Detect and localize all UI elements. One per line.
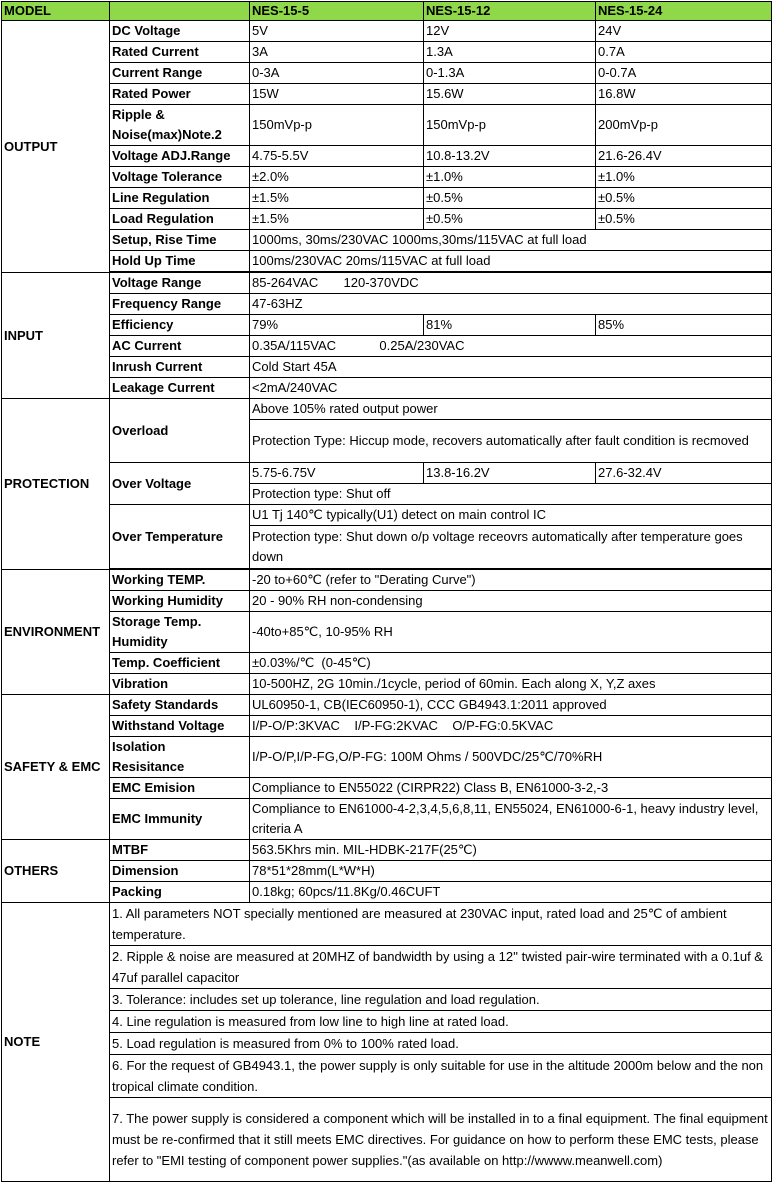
cell-value: Cold Start 45A	[250, 357, 772, 378]
cell-value: ±2.0%	[250, 167, 424, 188]
row-label: Working TEMP.	[110, 570, 250, 591]
cell-value: 0.18kg; 60pcs/11.8Kg/0.46CUFT	[250, 882, 772, 903]
table-row	[2, 378, 772, 399]
cell-value: Above 105% rated output power	[250, 399, 772, 420]
cell-value: 100ms/230VAC 20ms/115VAC at full load	[250, 251, 772, 272]
table-row	[2, 505, 772, 526]
row-label: Over Voltage	[110, 463, 250, 505]
table-row	[2, 399, 772, 420]
cell-value: 0.35A/115VAC 0.25A/230VAC	[250, 336, 772, 357]
cell-value: 85-264VAC 120-370VDC	[250, 273, 772, 294]
cell-value: I/P-O/P:3KVAC I/P-FG:2KVAC O/P-FG:0.5KVAC	[250, 716, 772, 737]
cell-value: -20 to+60℃ (refer to "Derating Curve")	[250, 570, 772, 591]
row-label: Current Range	[110, 63, 250, 84]
cell-value: 0-3A	[250, 63, 424, 84]
header-model-12: NES-15-12	[424, 2, 596, 21]
table-row	[2, 778, 772, 799]
row-label: Leakage Current	[110, 378, 250, 399]
row-label: Withstand Voltage	[110, 716, 250, 737]
table-row	[2, 612, 772, 653]
row-label: Working Humidity	[110, 591, 250, 612]
cell-value: 150mVp-p	[250, 105, 424, 146]
table-row	[2, 737, 772, 778]
row-label: Hold Up Time	[110, 251, 250, 272]
row-label: Setup, Rise Time	[110, 230, 250, 251]
label-line: Noise(max)Note.2	[112, 127, 222, 142]
category-input: INPUT	[2, 273, 110, 399]
row-label: Voltage ADJ.Range	[110, 146, 250, 167]
label-line: Ripple &	[112, 107, 165, 122]
table-row	[2, 315, 772, 336]
table-row	[2, 946, 772, 989]
cell-value: 79%	[250, 315, 424, 336]
cell-value: ±0.5%	[596, 209, 772, 230]
category-note: NOTE	[2, 903, 110, 1182]
cell-value: 3A	[250, 42, 424, 63]
cell-value: I/P-O/P,I/P-FG,O/P-FG: 100M Ohms / 500VDC/25℃/70%RH	[250, 737, 772, 778]
cell-value: Compliance to EN61000-4-2,3,4,5,6,8,11, EN55024, EN61000-6-1, heavy industry level, criteria A	[250, 799, 772, 840]
cell-value: ±0.5%	[424, 209, 596, 230]
table-row	[2, 882, 772, 903]
cell-value: 1.3A	[424, 42, 596, 63]
cell-value: 200mVp-p	[596, 105, 772, 146]
row-label	[110, 612, 250, 653]
note-item: 1. All parameters NOT specially mentioned are measured at 230VAC input, rated load and 25℃ of ambient temperature.	[110, 903, 772, 946]
cell-value: Protection Type: Hiccup mode, recovers automatically after fault condition is recmoved	[250, 420, 772, 463]
cell-value: 81%	[424, 315, 596, 336]
table-row	[2, 674, 772, 695]
row-label: Vibration	[110, 674, 250, 695]
cell-value: ±1.5%	[250, 209, 424, 230]
cell-value: Protection type: Shut down o/p voltage receovrs automatically after temperature goes down	[250, 526, 772, 569]
table-row	[2, 570, 772, 591]
row-label: Load Regulation	[110, 209, 250, 230]
row-label: Packing	[110, 882, 250, 903]
note-item: 7. The power supply is considered a component which will be installed in to a final equipment. The final equipment must be re-confirmed that it still meets EMC directives. For guidance on how to perform these EMC tests, please refer to "EMI testing of component power supplies."(as available on http://wwww.meanwell.com)	[110, 1098, 772, 1182]
cell-value: 85%	[596, 315, 772, 336]
cell-value: ±1.5%	[250, 188, 424, 209]
table-row	[2, 1098, 772, 1182]
cell-value: 10.8-13.2V	[424, 146, 596, 167]
label-line: Humidity	[112, 634, 168, 649]
note-item: 6. For the request of GB4943.1, the power supply is only suitable for use in the altitude 2000m below and the non tropical climate condition.	[110, 1055, 772, 1098]
table-row	[2, 273, 772, 294]
cell-value: -40to+85℃, 10-95% RH	[250, 612, 772, 653]
row-label: Voltage Tolerance	[110, 167, 250, 188]
cell-value: 5V	[250, 21, 424, 42]
cell-value: 150mVp-p	[424, 105, 596, 146]
category-others: OTHERS	[2, 840, 110, 903]
cell-value: ±0.03%/℃ (0-45℃)	[250, 653, 772, 674]
note-item: 5. Load regulation is measured from 0% to 100% rated load.	[110, 1033, 772, 1055]
table-row	[2, 799, 772, 840]
cell-value: ±1.0%	[596, 167, 772, 188]
cell-value: 1000ms, 30ms/230VAC 1000ms,30ms/115VAC at full load	[250, 230, 772, 251]
header-row	[2, 2, 772, 21]
cell-value: 13.8-16.2V	[424, 463, 596, 484]
cell-value: UL60950-1, CB(IEC60950-1), CCC GB4943.1:2011 approved	[250, 695, 772, 716]
table-row	[2, 1055, 772, 1098]
header-blank	[110, 2, 250, 21]
cell-value: 4.75-5.5V	[250, 146, 424, 167]
table-row	[2, 989, 772, 1011]
row-label: Frequency Range	[110, 294, 250, 315]
row-label: Dimension	[110, 861, 250, 882]
table-row	[2, 357, 772, 378]
header-model: MODEL	[2, 2, 110, 21]
header-model-24: NES-15-24	[596, 2, 772, 21]
row-label: EMC Emision	[110, 778, 250, 799]
cell-value: 78*51*28mm(L*W*H)	[250, 861, 772, 882]
cell-value: ±1.0%	[424, 167, 596, 188]
row-label: EMC Immunity	[110, 799, 250, 840]
table-row	[2, 861, 772, 882]
cell-value: 15W	[250, 84, 424, 105]
cell-value: <2mA/240VAC	[250, 378, 772, 399]
category-output: OUTPUT	[2, 21, 110, 273]
cell-value: Compliance to EN55022 (CIRPR22) Class B, EN61000-3-2,-3	[250, 778, 772, 799]
table-row	[2, 591, 772, 612]
table-row	[2, 1033, 772, 1055]
cell-value: 0-0.7A	[596, 63, 772, 84]
note-item: 4. Line regulation is measured from low line to high line at rated load.	[110, 1011, 772, 1033]
label-line: Storage Temp.	[112, 614, 202, 629]
row-label: Overload	[110, 399, 250, 463]
table-row	[2, 903, 772, 946]
label-line: Isolation	[112, 739, 166, 754]
row-label: Rated Current	[110, 42, 250, 63]
table-row	[2, 336, 772, 357]
row-label: Line Regulation	[110, 188, 250, 209]
row-label: Over Temperature	[110, 505, 250, 569]
row-label: MTBF	[110, 840, 250, 861]
table-row	[2, 42, 772, 63]
table-row	[2, 63, 772, 84]
table-row	[2, 188, 772, 209]
cell-value: 15.6W	[424, 84, 596, 105]
table-row	[2, 653, 772, 674]
row-label: Rated Power	[110, 84, 250, 105]
cell-value: 20 - 90% RH non-condensing	[250, 591, 772, 612]
spec-table	[1, 1, 772, 1182]
table-row	[2, 695, 772, 716]
row-label	[110, 737, 250, 778]
header-model-5: NES-15-5	[250, 2, 424, 21]
cell-value: 0-1.3A	[424, 63, 596, 84]
cell-value: 0.7A	[596, 42, 772, 63]
table-row	[2, 251, 772, 272]
row-label: DC Voltage	[110, 21, 250, 42]
cell-value: 47-63HZ	[250, 294, 772, 315]
table-row	[2, 463, 772, 484]
table-row	[2, 84, 772, 105]
category-safety: SAFETY & EMC	[2, 695, 110, 840]
note-item: 3. Tolerance: includes set up tolerance, line regulation and load regulation.	[110, 989, 772, 1011]
cell-value: 12V	[424, 21, 596, 42]
cell-value: 24V	[596, 21, 772, 42]
note-item: 2. Ripple & noise are measured at 20MHZ of bandwidth by using a 12'' twisted pair-wire terminated with a 0.1uf & 47uf parallel capacitor	[110, 946, 772, 989]
row-label: Efficiency	[110, 315, 250, 336]
table-row	[2, 1011, 772, 1033]
row-label: Temp. Coefficient	[110, 653, 250, 674]
row-label: Safety Standards	[110, 695, 250, 716]
row-label	[110, 105, 250, 146]
cell-value: 5.75-6.75V	[250, 463, 424, 484]
table-row	[2, 146, 772, 167]
table-row	[2, 230, 772, 251]
cell-value: ±0.5%	[596, 188, 772, 209]
category-environment: ENVIRONMENT	[2, 570, 110, 695]
table-row	[2, 294, 772, 315]
row-label: AC Current	[110, 336, 250, 357]
table-row	[2, 716, 772, 737]
label-line: Resisitance	[112, 759, 185, 774]
cell-value: ±0.5%	[424, 188, 596, 209]
cell-value: 16.8W	[596, 84, 772, 105]
table-row	[2, 209, 772, 230]
table-row	[2, 21, 772, 42]
cell-value: U1 Tj 140℃ typically(U1) detect on main control IC	[250, 505, 772, 526]
cell-value: Protection type: Shut off	[250, 484, 772, 505]
cell-value: 27.6-32.4V	[596, 463, 772, 484]
row-label: Voltage Range	[110, 273, 250, 294]
table-row	[2, 105, 772, 146]
cell-value: 563.5Khrs min. MIL-HDBK-217F(25℃)	[250, 840, 772, 861]
cell-value: 10-500HZ, 2G 10min./1cycle, period of 60min. Each along X, Y,Z axes	[250, 674, 772, 695]
category-protection: PROTECTION	[2, 399, 110, 570]
cell-value: 21.6-26.4V	[596, 146, 772, 167]
row-label: Inrush Current	[110, 357, 250, 378]
table-row	[2, 840, 772, 861]
table-row	[2, 167, 772, 188]
